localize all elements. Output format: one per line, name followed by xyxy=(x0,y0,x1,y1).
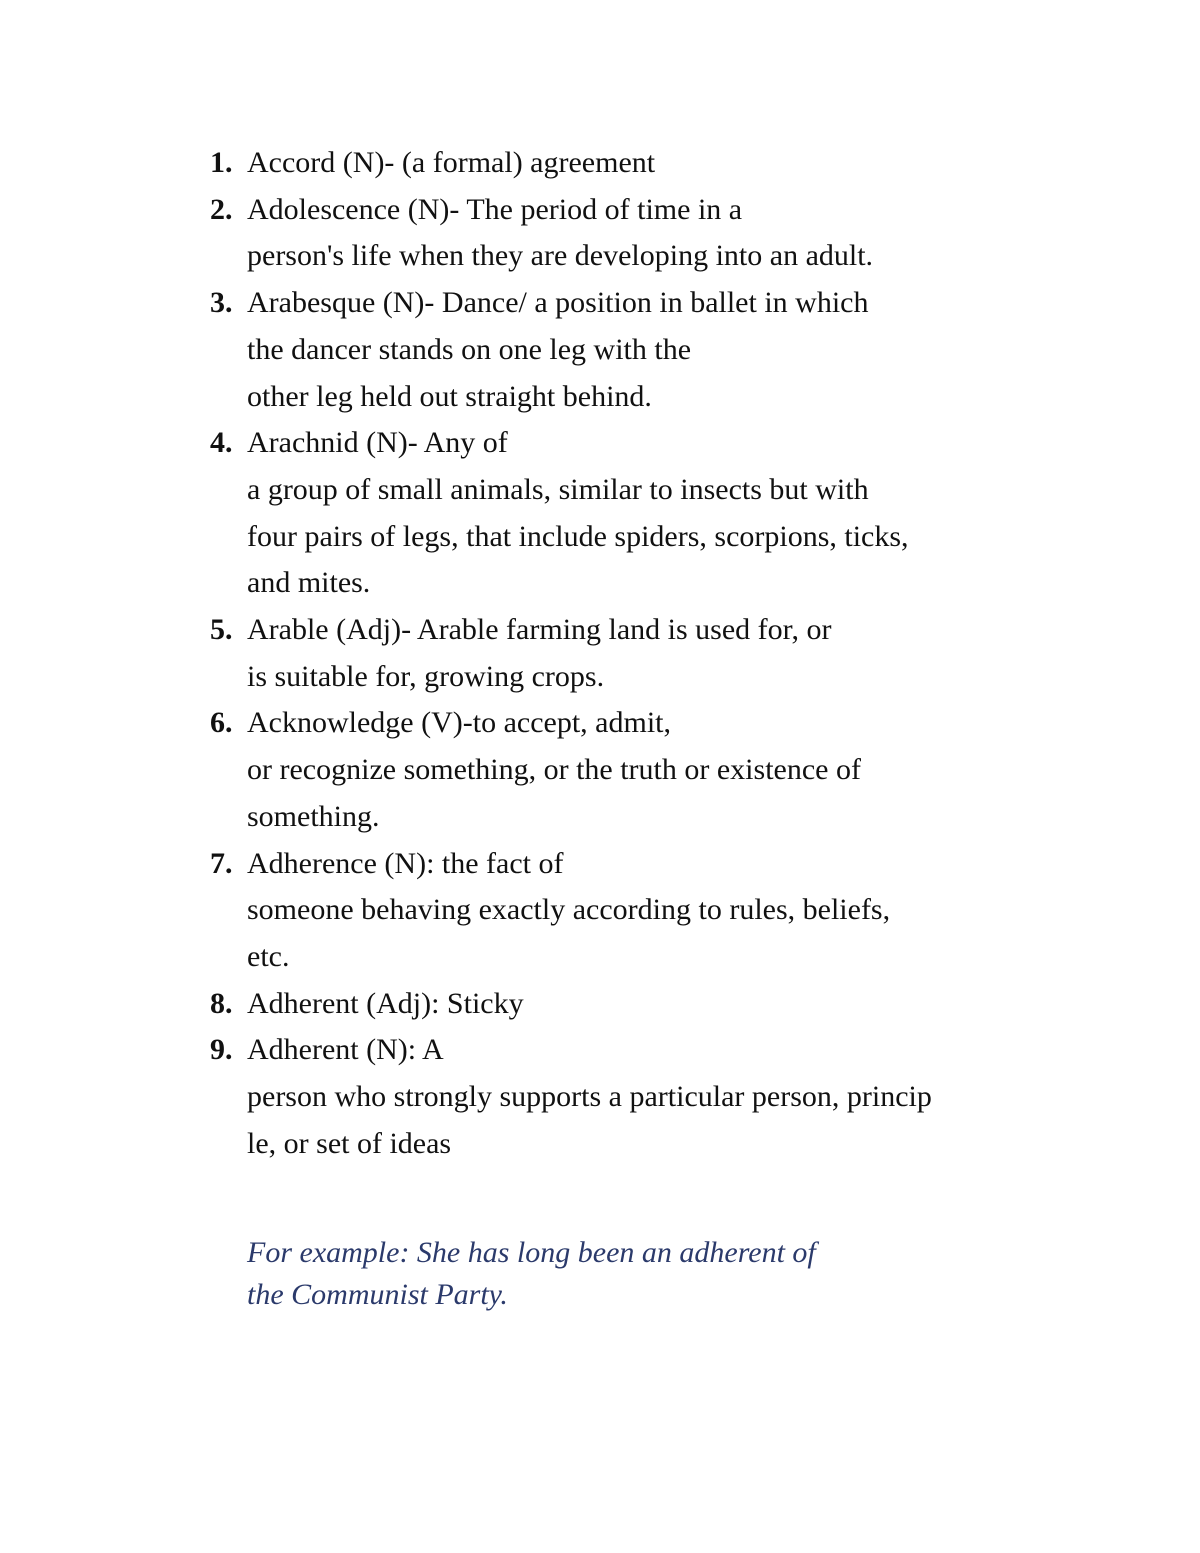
vocabulary-list xyxy=(210,140,1110,1167)
definition-line: le, or set of ideas xyxy=(247,1126,452,1160)
definition-line: Acknowledge (V)-to accept, admit, xyxy=(247,706,671,740)
definition-line: Arable (Adj)- Arable farming land is used for, or xyxy=(247,613,832,647)
list-item-arabesque xyxy=(210,280,1110,420)
definition-line: a group of small animals, similar to insects but with xyxy=(247,472,869,506)
list-item-number: 4. xyxy=(210,426,233,460)
list-item-accord xyxy=(210,140,1110,187)
example-sentence xyxy=(247,1232,1107,1316)
list-item-number: 6. xyxy=(210,706,233,740)
definition-line: Adherent (N): A xyxy=(247,1033,444,1067)
definition-line: person's life when they are developing into an adult. xyxy=(247,239,874,273)
list-item-number: 9. xyxy=(210,1033,233,1067)
example-line: the Communist Party. xyxy=(247,1278,508,1311)
definition-line: Accord (N)- (a formal) agreement xyxy=(247,146,656,179)
list-item-number: 5. xyxy=(210,613,233,647)
definition-line: Arachnid (N)- Any of xyxy=(247,426,508,460)
definition-line: Adherent (Adj): Sticky xyxy=(247,986,524,1020)
list-item-number: 1. xyxy=(210,146,233,179)
list-item-acknowledge xyxy=(210,700,1110,840)
list-item-arable xyxy=(210,607,1110,700)
definition-line: person who strongly supports a particular person, princip xyxy=(247,1080,932,1114)
definition-line: etc. xyxy=(247,939,290,973)
definition-line: something. xyxy=(247,799,380,833)
list-item-adherence xyxy=(210,841,1110,981)
definition-line: Arabesque (N)- Dance/ a position in ballet in which xyxy=(247,286,869,320)
list-item-adolescence xyxy=(210,187,1110,280)
definition-line: is suitable for, growing crops. xyxy=(247,659,605,693)
list-item-adherent-noun xyxy=(210,1027,1110,1167)
definition-line: or recognize something, or the truth or existence of xyxy=(247,753,861,787)
definition-line: someone behaving exactly according to rules, beliefs, xyxy=(247,893,891,927)
list-item-number: 3. xyxy=(210,286,233,320)
definition-line: Adolescence (N)- The period of time in a xyxy=(247,192,743,226)
definition-line: other leg held out straight behind. xyxy=(247,379,652,413)
list-item-adherent-adj xyxy=(210,981,1110,1028)
definition-line: Adherence (N): the fact of xyxy=(247,846,564,880)
list-item-arachnid xyxy=(210,420,1110,607)
list-item-number: 8. xyxy=(210,986,233,1020)
list-item-number: 7. xyxy=(210,846,233,880)
example-line: For example: She has long been an adherent of xyxy=(247,1236,816,1269)
list-item-number: 2. xyxy=(210,192,233,226)
definition-line: and mites. xyxy=(247,566,371,600)
definition-line: the dancer stands on one leg with the xyxy=(247,332,692,366)
definition-line: four pairs of legs, that include spiders, scorpions, ticks, xyxy=(247,519,909,553)
